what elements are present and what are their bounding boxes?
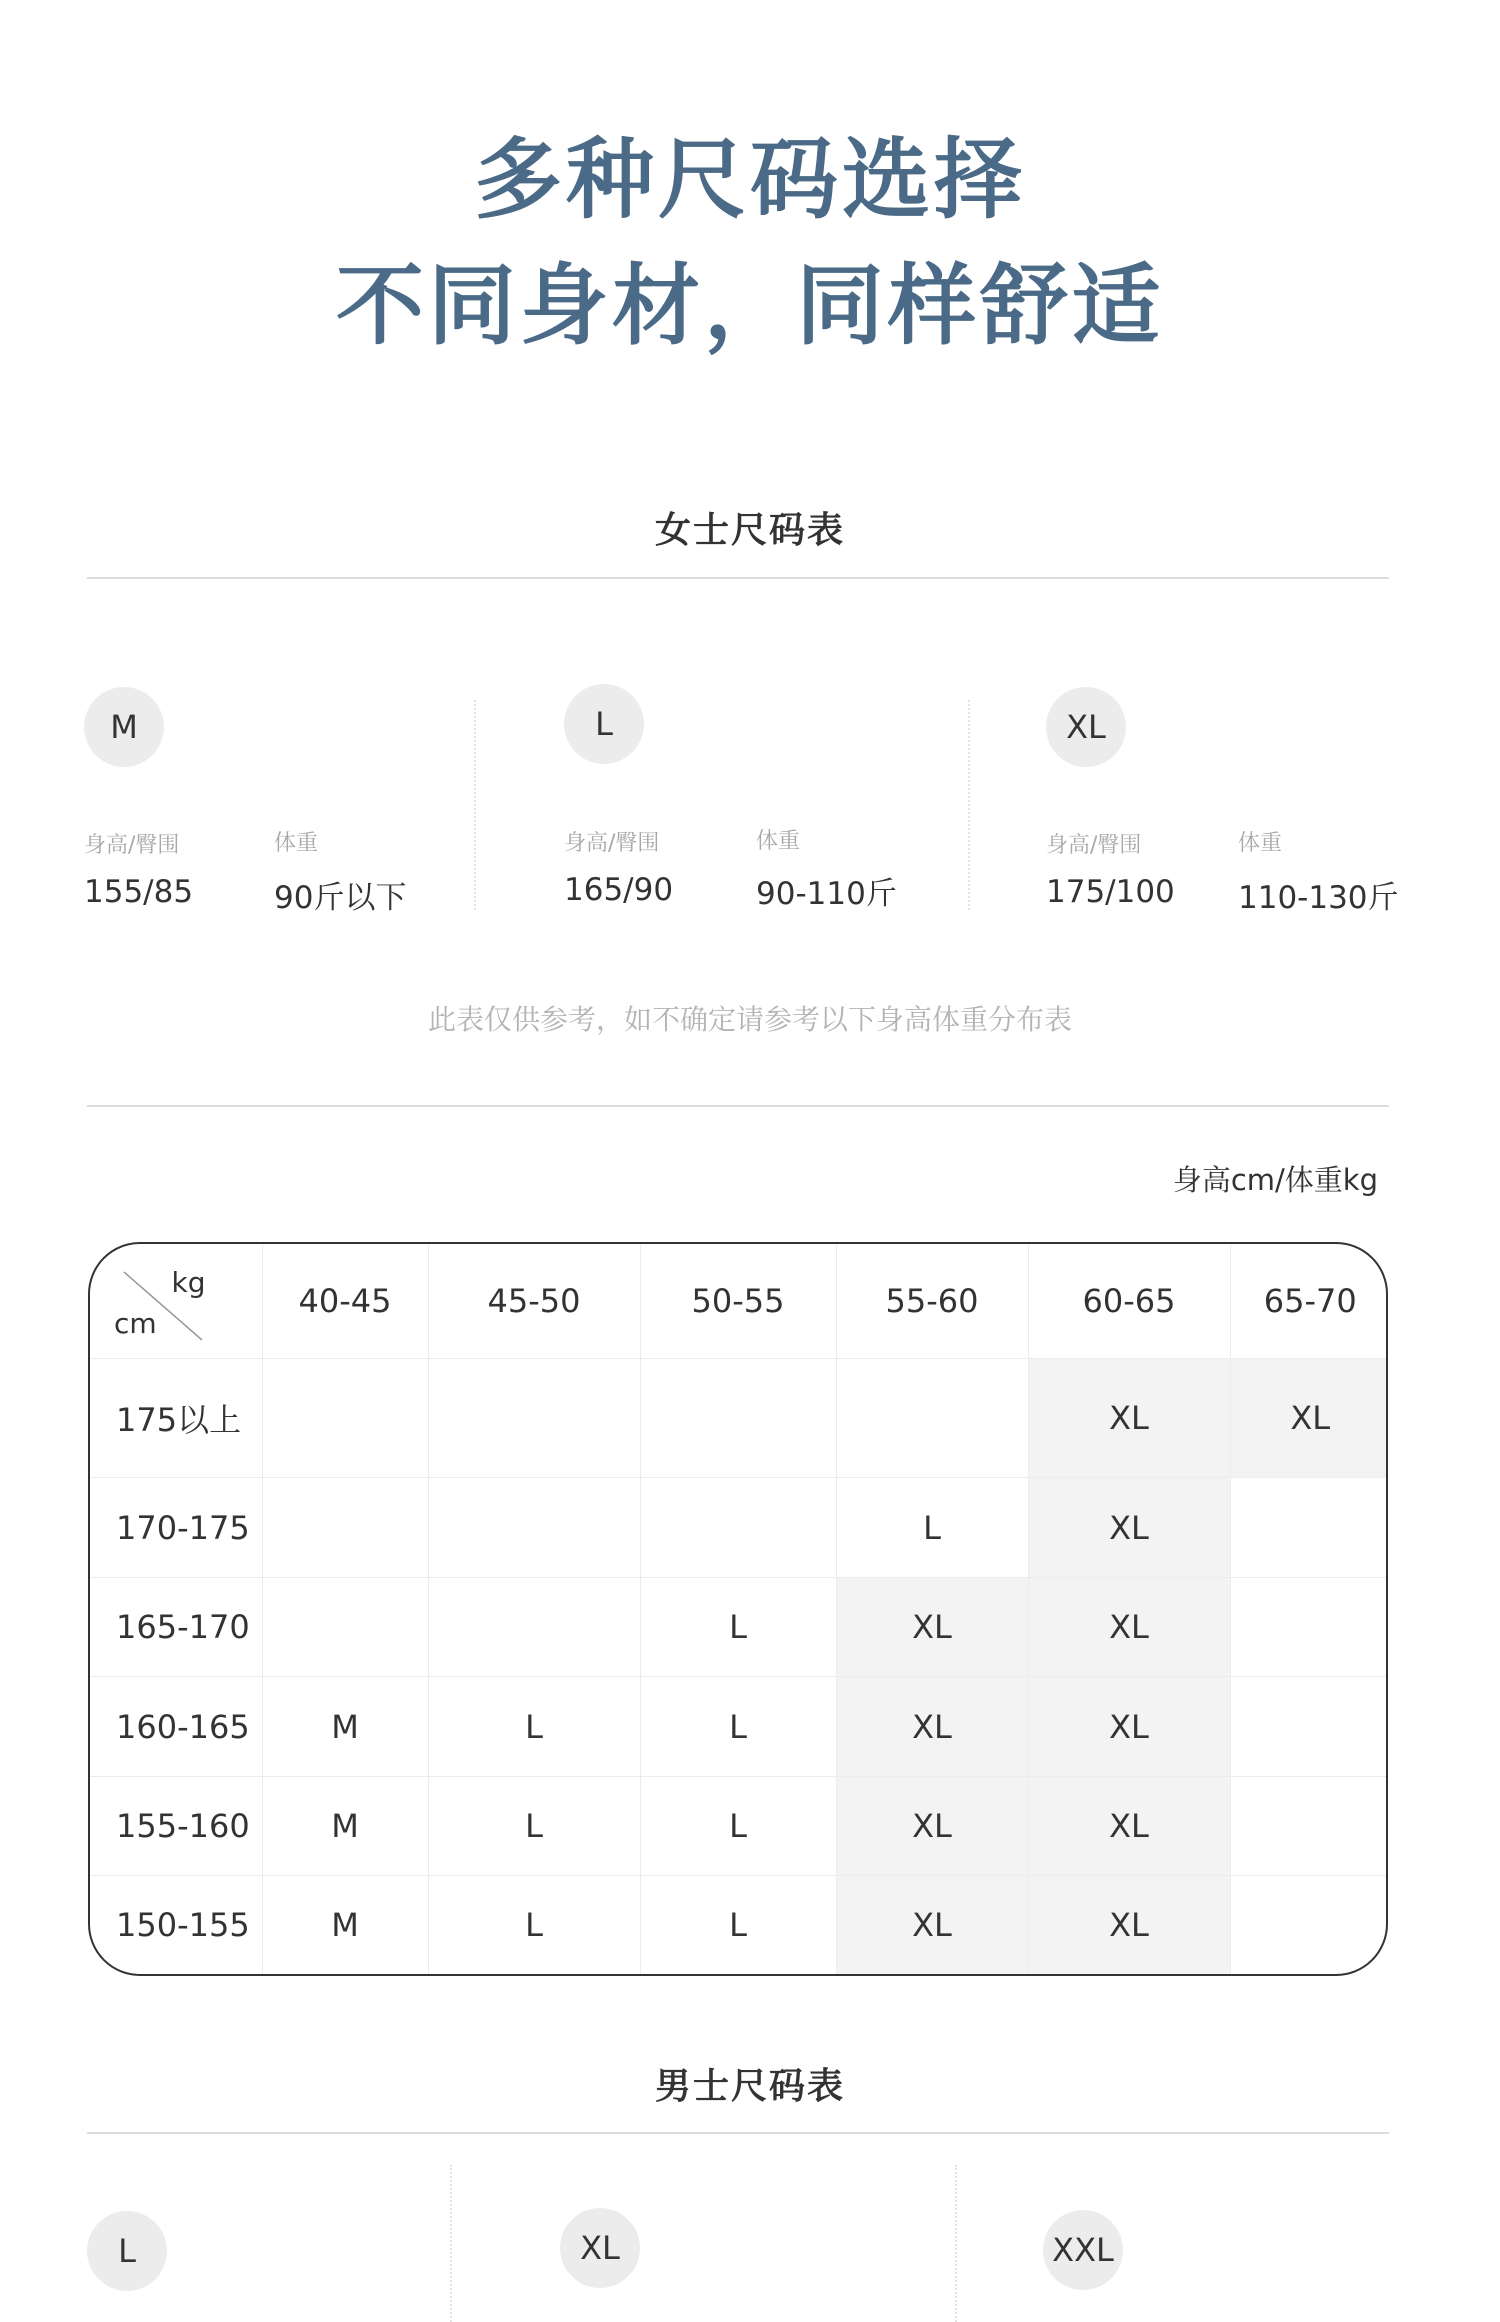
- table-cell: L: [640, 1776, 836, 1875]
- table-cell: [262, 1478, 428, 1577]
- table-cell: [428, 1358, 640, 1478]
- size-column-divider: [450, 2165, 452, 2322]
- row-header: 165-170: [90, 1577, 262, 1676]
- corner-cm-label: cm: [114, 1306, 157, 1340]
- size-badge-xl: XL: [560, 2208, 640, 2288]
- column-header: 65-70: [1230, 1244, 1388, 1358]
- row-header: 175以上: [90, 1358, 262, 1478]
- height-hip-label: 身高/臀围: [84, 833, 180, 858]
- table-cell: [1230, 1677, 1388, 1776]
- table-corner-cell: [90, 1244, 262, 1358]
- row-header: 155-160: [90, 1776, 262, 1875]
- height-hip-label: 身高/臀围: [564, 831, 660, 856]
- note-divider: [87, 1105, 1389, 1107]
- table-cell: XL: [836, 1677, 1028, 1776]
- table-cell: L: [640, 1876, 836, 1974]
- table-cell: XL: [836, 1876, 1028, 1974]
- size-column-divider: [955, 2165, 957, 2322]
- table-cell: M: [262, 1776, 428, 1875]
- table-row: [90, 1358, 1388, 1478]
- height-hip-value: 155/85: [84, 874, 194, 910]
- table-cell: XL: [1028, 1677, 1230, 1776]
- table-cell: [836, 1358, 1028, 1478]
- table-cell: L: [640, 1577, 836, 1676]
- table-cell: M: [262, 1677, 428, 1776]
- table-cell: [428, 1478, 640, 1577]
- weight-value: 90-110斤: [756, 876, 897, 912]
- table-cell: L: [428, 1776, 640, 1875]
- size-badge-l: L: [564, 684, 644, 764]
- table-row: [90, 1776, 1388, 1875]
- size-badge-l: L: [87, 2211, 167, 2291]
- table-cell: XL: [1230, 1358, 1388, 1478]
- height-weight-table: [88, 1242, 1388, 1976]
- table-cell: L: [428, 1876, 640, 1974]
- women-section-title: 女士尺码表: [654, 510, 845, 551]
- table-row: [90, 1577, 1388, 1676]
- table-cell: XL: [1028, 1478, 1230, 1577]
- table-cell: [1230, 1478, 1388, 1577]
- size-badge-xxl: XXL: [1043, 2210, 1123, 2290]
- column-header: 55-60: [836, 1244, 1028, 1358]
- table-cell: [262, 1358, 428, 1478]
- table-cell: [262, 1577, 428, 1676]
- table-header-row: [90, 1244, 1388, 1358]
- height-hip-value: 175/100: [1046, 874, 1175, 910]
- table-cell: [1230, 1776, 1388, 1875]
- table-cell: XL: [1028, 1358, 1230, 1478]
- height-hip-value: 165/90: [564, 872, 674, 908]
- women-title-divider: [87, 577, 1389, 579]
- weight-label: 体重: [274, 831, 319, 856]
- table-cell: XL: [836, 1577, 1028, 1676]
- table-cell: XL: [1028, 1876, 1230, 1974]
- table-cell: M: [262, 1876, 428, 1974]
- table-row: [90, 1677, 1388, 1776]
- row-header: 150-155: [90, 1876, 262, 1974]
- table-cell: [640, 1358, 836, 1478]
- table-row: [90, 1478, 1388, 1577]
- weight-value: 90斤以下: [274, 880, 407, 916]
- corner-diagonal-line: [90, 1244, 262, 1358]
- row-header: 170-175: [90, 1478, 262, 1577]
- men-title-divider: [87, 2132, 1389, 2134]
- table-cell: [1230, 1876, 1388, 1974]
- row-header: 160-165: [90, 1677, 262, 1776]
- column-header: 60-65: [1028, 1244, 1230, 1358]
- table-cell: L: [428, 1677, 640, 1776]
- unit-note: 身高cm/体重kg: [1172, 1163, 1378, 1197]
- weight-label: 体重: [1238, 831, 1283, 856]
- table-cell: [428, 1577, 640, 1676]
- reference-note: 此表仅供参考，如不确定请参考以下身高体重分布表: [427, 1003, 1072, 1036]
- column-header: 50-55: [640, 1244, 836, 1358]
- size-column-divider: [474, 700, 476, 910]
- corner-kg-label: kg: [171, 1266, 206, 1299]
- table-cell: L: [640, 1677, 836, 1776]
- table-cell: XL: [1028, 1577, 1230, 1676]
- table-row: [90, 1876, 1388, 1974]
- size-column-divider: [968, 700, 970, 910]
- table-cell: XL: [1028, 1776, 1230, 1875]
- hero-title-line2: 不同身材，同样舒适: [335, 254, 1164, 357]
- hero-title-line1: 多种尺码选择: [473, 128, 1026, 231]
- size-badge-xl: XL: [1046, 687, 1126, 767]
- table-cell: [640, 1478, 836, 1577]
- column-header: 40-45: [262, 1244, 428, 1358]
- size-badge-m: M: [84, 687, 164, 767]
- table-cell: L: [836, 1478, 1028, 1577]
- table-cell: XL: [836, 1776, 1028, 1875]
- column-header: 45-50: [428, 1244, 640, 1358]
- weight-label: 体重: [756, 829, 801, 854]
- table-cell: [1230, 1577, 1388, 1676]
- weight-value: 110-130斤: [1238, 880, 1399, 916]
- men-section-title: 男士尺码表: [654, 2066, 845, 2107]
- height-hip-label: 身高/臀围: [1046, 833, 1142, 858]
